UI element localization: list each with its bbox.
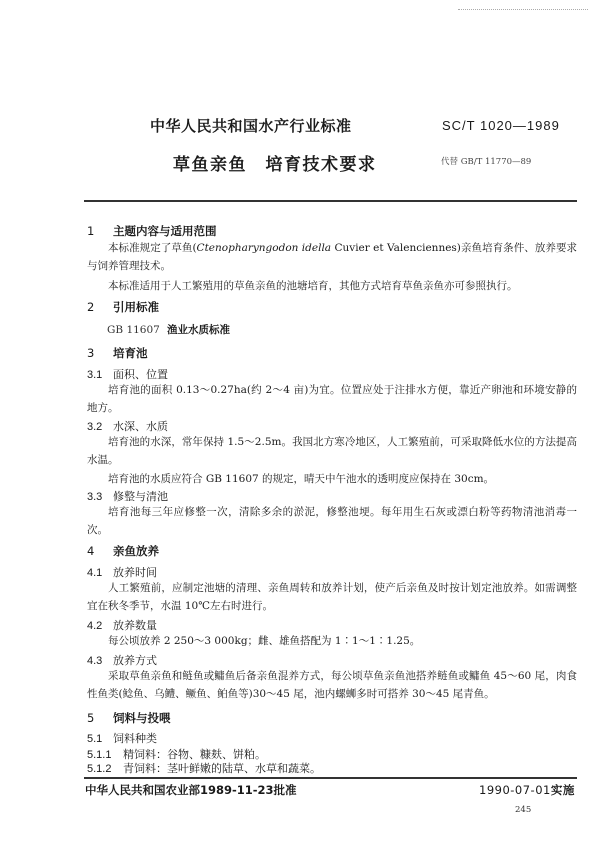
subsection-heading-3-1	[87, 366, 168, 382]
paragraph: 本标准适用于人工繁殖用的草鱼亲鱼的池塘培育，其他方式培育草鱼亲鱼亦可参照执行。	[108, 280, 518, 292]
paragraph: 采取草鱼亲鱼和鲢鱼或鳙鱼后备亲鱼混养方式，每公顷草鱼亲鱼池搭养鲢鱼或鳙鱼 45～60 尾，肉食性鱼类(鲶鱼、乌鳢、鳜鱼、鲌鱼等)30～45 尾，池内螺蛳多时可搭养 30～45 尾青鱼。	[87, 670, 577, 700]
paragraph	[87, 239, 577, 275]
section-number: 1	[87, 224, 95, 238]
subsection-title: 面积、位置	[113, 368, 168, 381]
subsection-heading-3-2	[87, 418, 168, 434]
section-title: 饲料与投喂	[113, 711, 171, 725]
section-heading-2	[87, 299, 159, 315]
subsection-number: 5.1	[87, 733, 103, 745]
approval-note: 中华人民共和国农业部1989-11-23批准	[85, 783, 297, 797]
subsection-title: 水深、水质	[113, 420, 168, 433]
subsection-heading-5-1	[87, 730, 157, 746]
subsection-number: 3.2	[87, 421, 103, 433]
subsection-number: 4.2	[87, 620, 103, 632]
effective-note	[479, 782, 575, 798]
subsection-heading-4-3	[87, 652, 157, 668]
subsection-heading-5-1-2	[87, 760, 321, 776]
subsection-number: 4.1	[87, 567, 103, 579]
replaces-note: 代替 GB/T 11770—89	[441, 157, 532, 167]
paragraph: 培育池的面积 0.13～0.27ha(约 2～4 亩)为宜。位置应处于注排水方便，靠近产卵池和环境安静的地方。	[87, 384, 577, 414]
paragraph: 培育池每三年应修整一次，清除多余的淤泥，修整池埂。每年用生石灰或漂白粉等药物清池消毒一次。	[87, 506, 577, 536]
subsection-title: 修整与清池	[113, 490, 168, 503]
subsection-text: 精饲料：谷物、糠麸、饼粕。	[123, 748, 266, 761]
subsection-title: 饲料种类	[113, 732, 157, 745]
page-number: 245	[515, 805, 532, 815]
section-heading-1	[87, 223, 217, 239]
section-heading-3	[87, 345, 148, 361]
section-heading-5	[87, 710, 171, 726]
section-number: 4	[87, 544, 95, 558]
subsection-text: 青饲料：茎叶鲜嫩的陆草、水草和蔬菜。	[123, 762, 321, 775]
subsection-number: 5.1.1	[87, 749, 112, 761]
text: Cuvier et Valenciennes)亲鱼培育条件、放养要求与饲养管理技术。	[87, 242, 578, 272]
standard-code: SC/T 1020—1989	[442, 118, 560, 133]
scan-artifact	[458, 9, 588, 11]
section-title: 亲鱼放养	[113, 544, 159, 558]
section-title: 主题内容与适用范围	[113, 224, 217, 238]
effective-label: 实施	[550, 783, 575, 797]
subsection-number: 5.1.2	[87, 763, 112, 775]
subsection-number: 3.3	[87, 491, 103, 503]
issuer-title: 中华人民共和国水产行业标准	[150, 117, 352, 135]
reference-name: 渔业水质标准	[167, 324, 230, 336]
text: 本标准规定了草鱼(	[108, 242, 197, 254]
subsection-number: 3.1	[87, 369, 103, 381]
header-divider	[84, 200, 577, 202]
subsection-title: 放养数量	[113, 619, 157, 632]
subsection-title: 放养时间	[113, 566, 157, 579]
footer-divider	[84, 777, 577, 779]
paragraph: 培育池的水质应符合 GB 11607 的规定，晴天中午池水的透明度应保持在 30cm。	[108, 473, 495, 485]
reference-code: GB 11607	[107, 324, 160, 336]
subsection-heading-3-3	[87, 488, 168, 504]
effective-date: 1990-07-01	[479, 783, 551, 797]
section-heading-4	[87, 543, 159, 559]
subsection-title: 放养方式	[113, 654, 157, 667]
reference-item	[107, 322, 230, 337]
subsection-heading-4-2	[87, 617, 157, 633]
paragraph: 每公顷放养 2 250～3 000kg；雌、雄鱼搭配为 1∶1～1∶1.25。	[108, 635, 421, 647]
section-title: 引用标准	[113, 300, 159, 314]
section-number: 3	[87, 346, 95, 360]
section-number: 5	[87, 711, 95, 725]
paragraph: 人工繁殖前，应制定池塘的清理、亲鱼周转和放养计划，使产后亲鱼及时按计划定池放养。如需调整宜在秋冬季节，水温 10℃左右时进行。	[87, 582, 577, 612]
section-title: 培育池	[113, 346, 148, 360]
subsection-number: 4.3	[87, 655, 103, 667]
scientific-name: Ctenopharyngodon idella	[196, 242, 332, 254]
paragraph: 培育池的水深，常年保持 1.5～2.5m。我国北方寒冷地区，人工繁殖前，可采取降低水位的方法提高水温。	[87, 436, 577, 466]
subsection-heading-4-1	[87, 564, 157, 580]
document-title: 草鱼亲鱼 培育技术要求	[173, 155, 377, 175]
section-number: 2	[87, 300, 95, 314]
